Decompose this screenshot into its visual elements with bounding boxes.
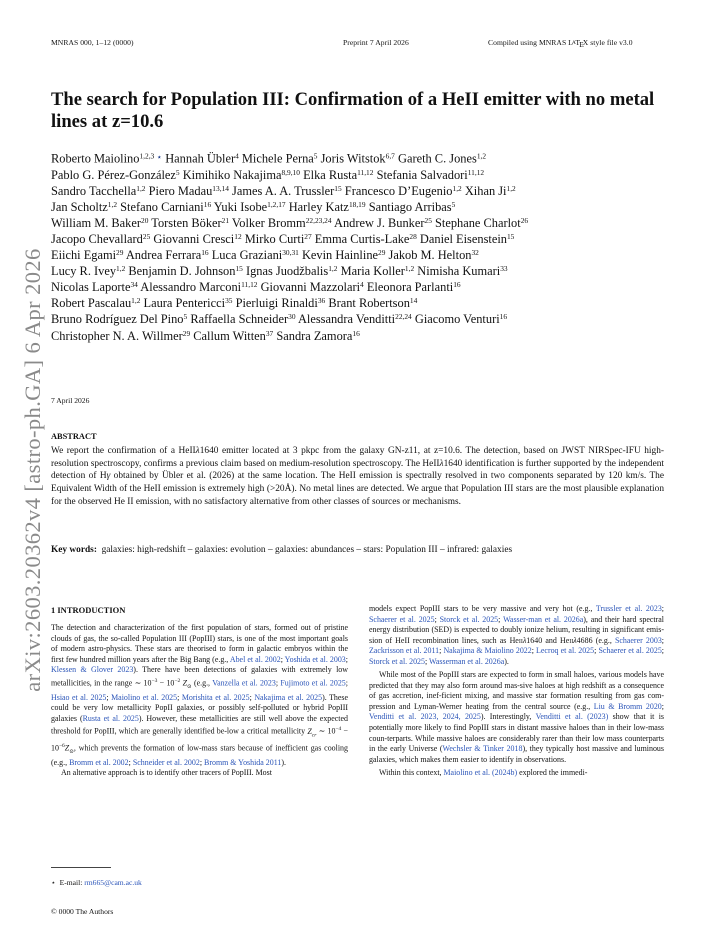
author-name: Alessandro Marconi	[140, 280, 242, 295]
author-line	[51, 199, 671, 215]
footnote-star: ⋆	[51, 878, 56, 887]
author-affiliation: 26	[520, 215, 529, 225]
citation-link[interactable]: Rusta et al. 2025	[82, 713, 139, 723]
author-name: Christopher N. A. Willmer	[51, 328, 183, 343]
footnote-rule	[51, 867, 111, 868]
author-affiliation: 1,2,3	[139, 151, 155, 161]
author-affiliation: 11,12	[241, 280, 258, 290]
corresponding-author-star-icon[interactable]: ⋆	[154, 152, 163, 162]
author-name: William M. Baker	[51, 215, 142, 230]
author-affiliation: 15	[334, 183, 342, 193]
author-name: Brant Robertson	[328, 296, 410, 311]
intro-paragraph-4: Within this context, Maiolino et al. (2024b) explored the immedi-	[379, 768, 588, 778]
author-name: Nimisha Kumari	[417, 264, 501, 279]
author-name: Sandro Tacchella	[51, 183, 137, 198]
author-name: Jakob M. Helton	[388, 248, 472, 263]
author-name: Sandra Zamora	[276, 328, 353, 343]
author-name: Pablo G. Pérez-González	[51, 167, 176, 182]
citation-link[interactable]: Maiolino et al. 2025	[111, 692, 178, 702]
author-affiliation: 36	[317, 296, 326, 306]
author-affiliation: 1,2	[136, 183, 146, 193]
citation-link[interactable]: Wasserman et al. 2026a	[429, 656, 505, 666]
author-affiliation: 30	[288, 312, 296, 322]
citation-link[interactable]: Abel et al. 2002	[229, 654, 281, 664]
intro-left-column	[51, 623, 348, 779]
author-line	[51, 311, 671, 327]
citation-link[interactable]: Venditti et al. (2023)	[535, 712, 609, 722]
author-name: Volker Bromm	[231, 215, 306, 230]
author-name: Nicolas Laporte	[51, 280, 131, 295]
author-line	[51, 279, 671, 295]
author-name: Jacopo Chevallard	[51, 231, 143, 246]
author-affiliation: 15	[235, 263, 243, 273]
author-name: Pierluigi Rinaldi	[235, 296, 318, 311]
author-name: Robert Pascalau	[51, 296, 132, 311]
author-affiliation: 1,2	[506, 183, 516, 193]
author-affiliation: 14	[409, 296, 418, 306]
author-name: Gareth C. Jones	[398, 151, 477, 166]
copyright-notice: © 0000 The Authors	[51, 907, 114, 916]
author-affiliation: 34	[130, 280, 138, 290]
author-line	[51, 328, 671, 344]
author-line	[51, 183, 671, 199]
author-affiliation: 13,14	[212, 183, 229, 193]
intro-paragraph-3: While most of the PopIII stars are expected to form in small haloes, various models have predicted that they may also form around mas-sive haloes at high redshift as a consequence of gas accretion, inef-ficient mixing, and massive star formation resulting from gas com-pression and Lyman-Werner heating from the central source (e.g., Liu & Bromm 2020; Venditti et al. 2023, 2024, 2025). Interestingly, Venditti et al. (2023) show that it is potentially more likely to find PopIII stars in distant massive haloes than in their low-mass coun-terparts. While massive haloes are considerably rarer than their low mass counterparts in the early Universe (Wechsler & Tinker 2018), they typically host massive and luminous galaxies, which makes them easier to identify in observations.	[369, 670, 664, 764]
citation-link[interactable]: Trussler et al. 2023	[595, 604, 662, 613]
journal-citation: MNRAS 000, 1–12 (0000)	[51, 38, 134, 47]
citation-link[interactable]: Nakajima et al. 2025	[254, 692, 323, 702]
citation-link[interactable]: Morishita et al. 2025	[181, 692, 250, 702]
author-name: Roberto Maiolino	[51, 151, 140, 166]
author-affiliation: 1,2	[452, 183, 462, 193]
citation-link[interactable]: Storck et al. 2025	[439, 614, 499, 624]
author-affiliation: 28	[409, 231, 417, 241]
citation-link[interactable]: Fujimoto et al. 2025	[280, 678, 346, 688]
author-affiliation: 15	[506, 231, 515, 241]
abstract-heading: ABSTRACT	[51, 432, 97, 441]
author-affiliation: 5	[183, 312, 188, 322]
citation-link[interactable]: Nakajima & Maiolino 2022	[443, 646, 532, 656]
author-name: James A. A. Trussler	[232, 183, 335, 198]
author-affiliation: 1,2	[131, 296, 141, 306]
footnote-email	[51, 878, 142, 887]
footnote-label: E-mail:	[59, 878, 83, 887]
citation-link[interactable]: Wechsler & Tinker 2018	[442, 744, 523, 754]
author-name: Emma Curtis-Lake	[314, 231, 410, 246]
author-affiliation: 22,24	[395, 312, 412, 322]
author-affiliation: 5	[175, 167, 180, 177]
keywords-text: galaxies: high-redshift – galaxies: evolution – galaxies: abundances – stars: Population III – infrared: galaxies	[101, 545, 513, 555]
running-header-journal	[51, 38, 134, 47]
author-affiliation: 16	[453, 280, 461, 290]
author-affiliation: 30,31	[282, 247, 299, 257]
submission-date: 7 April 2026	[51, 396, 90, 405]
author-name: Andrew J. Bunker	[334, 215, 425, 230]
running-header-style: Compiled using MNRAS LATEX style file v3.0	[488, 38, 633, 49]
author-affiliation: 32	[471, 247, 479, 257]
section-heading-introduction: 1 INTRODUCTION	[51, 605, 126, 615]
author-affiliation: 22,23,24	[305, 215, 332, 225]
author-affiliation: 1,2,17	[267, 199, 286, 209]
abstract-text: We report the confirmation of a HeIIλ1640 emitter located at 3 pkpc from the galaxy GN-z11, at z=10.6. The detection, based on JWST NIRSpec-IFU high-resolution spectroscopy, confirms a previous claim based on medium-resolution spectroscopy. The HeIIλ1640 identification is further supported by the independent detection of Hγ obtained by Übler et al. (2026) at the same location. The HeII emission is spectrally resolved in two components separated by 120 km/s. The Equivalent Width of the HeII emission is extremely high (>20Å). No metal lines are detected. We argue that Population III stars are the most plausible explanation for the observed He II emission, with no satisfactory alternative from other classes of sources or mechanisms.	[51, 446, 664, 507]
citation-link[interactable]: Maiolino et al. (2024b)	[443, 768, 518, 778]
author-name: Elka Rusta	[303, 167, 358, 182]
author-affiliation: 1,2	[328, 263, 338, 273]
arxiv-side-stamp: arXiv:2603.20362v4 [astro-ph.GA] 6 Apr 2026	[20, 248, 45, 692]
author-name: Michele Perna	[241, 151, 314, 166]
intro-right-column	[369, 604, 664, 779]
author-name: Piero Madau	[148, 183, 213, 198]
author-name: Stefania Salvadori	[376, 167, 468, 182]
citation-link[interactable]: Lecroq et al. 2025	[536, 646, 595, 656]
author-affiliation: 29	[378, 247, 386, 257]
citation-link[interactable]: Bromm et al. 2002	[69, 757, 129, 767]
author-affiliation: 1,2	[476, 151, 487, 161]
author-name: Raffaella Schneider	[190, 312, 289, 327]
author-affiliation: 35	[225, 296, 233, 306]
author-name: Mirko Curti	[244, 231, 305, 246]
author-affiliation: 5	[313, 151, 318, 161]
author-name: Jan Scholtz	[51, 199, 108, 214]
author-name: Eiichi Egami	[51, 248, 117, 263]
author-line	[51, 295, 671, 311]
author-affiliation: 29	[182, 328, 191, 338]
citation-link[interactable]: Hsiao et al. 2025	[51, 692, 107, 702]
citation-link[interactable]: Yoshida et al. 2003	[284, 654, 346, 664]
author-affiliation: 4	[360, 280, 364, 290]
author-name: Benjamin D. Johnson	[128, 264, 236, 279]
author-name: Luca Graziani	[211, 248, 283, 263]
author-name: Lucy R. Ivey	[51, 264, 117, 279]
author-affiliation: 18,19	[348, 199, 366, 209]
author-affiliation: 1,2	[404, 263, 415, 273]
author-name: Francesco D’Eugenio	[344, 183, 453, 198]
author-name: Yuki Isobe	[213, 199, 268, 214]
author-affiliation: 6,7	[385, 151, 395, 161]
author-name: Giovanni Mazzolari	[260, 280, 361, 295]
author-name: Andrea Ferrara	[125, 248, 202, 263]
author-name: Daniel Eisenstein	[419, 231, 507, 246]
author-name: Hannah Übler	[165, 151, 236, 166]
citation-link[interactable]: Zackrisson et al. 2011	[369, 646, 440, 656]
author-name: Xihan Ji	[464, 183, 507, 198]
author-affiliation: 16	[203, 199, 212, 209]
citation-link[interactable]: Bromm & Yoshida 2011	[204, 757, 282, 767]
keywords-label: Key words:	[51, 545, 97, 555]
author-line	[51, 247, 671, 263]
author-name: Giacomo Venturi	[414, 312, 500, 327]
author-line	[51, 231, 671, 247]
author-list	[51, 149, 671, 344]
author-name: Kimihiko Nakajima	[182, 167, 282, 182]
citation-link[interactable]: Venditti et al. 2023, 2024, 2025	[369, 712, 481, 722]
author-affiliation: 25	[142, 231, 151, 241]
citation-link[interactable]: Schaerer et al. 2025	[369, 614, 435, 624]
citation-link[interactable]: Schneider et al. 2002	[132, 757, 200, 767]
author-name: Harley Katz	[288, 199, 349, 214]
author-line	[51, 149, 671, 167]
author-name: Giovanni Cresci	[153, 231, 235, 246]
citation-link[interactable]: Klessen & Glover 2023	[51, 665, 134, 675]
author-line	[51, 167, 671, 183]
citation-link[interactable]: Wasser-man et al. 2026a	[503, 614, 584, 624]
author-name: Callum Witten	[193, 328, 266, 343]
author-name: Alessandra Venditti	[297, 312, 396, 327]
citation-link[interactable]: Schaerer et al. 2025	[598, 646, 662, 656]
author-name: Laura Pentericci	[143, 296, 226, 311]
author-affiliation: 5	[451, 199, 456, 209]
author-affiliation: 16	[499, 312, 508, 322]
author-name: Kevin Hainline	[301, 248, 379, 263]
citation-link[interactable]: Schaerer 2003	[614, 635, 662, 645]
author-name: Santiago Arribas	[368, 199, 452, 214]
citation-link[interactable]: Vanzella et al. 2023	[212, 678, 276, 688]
author-name: Bruno Rodríguez Del Pino	[51, 312, 184, 327]
author-affiliation: 4	[235, 151, 239, 161]
author-affiliation: 16	[201, 247, 209, 257]
author-affiliation: 33	[500, 263, 508, 273]
author-affiliation: 16	[352, 328, 360, 338]
author-name: Joris Witstok	[320, 151, 386, 166]
author-affiliation: 27	[304, 231, 312, 241]
author-affiliation: 25	[424, 215, 432, 225]
author-affiliation: 8,9,10	[281, 167, 300, 177]
author-affiliation: 37	[265, 328, 274, 338]
author-line	[51, 215, 671, 231]
author-name: Ignas Juodžbalis	[245, 264, 329, 279]
author-line	[51, 263, 671, 279]
author-name: Stefano Carniani	[120, 199, 204, 214]
author-affiliation: 11,12	[357, 167, 374, 177]
author-affiliation: 1,2	[107, 199, 118, 209]
author-affiliation: 11,12	[467, 167, 485, 177]
author-affiliation: 29	[116, 247, 124, 257]
citation-link[interactable]: Storck et al. 2025	[369, 656, 425, 666]
running-header-preprint: Preprint 7 April 2026	[343, 38, 409, 47]
intro-paragraph-2: An alternative approach is to identify other tracers of PopIII. Most	[61, 768, 272, 778]
author-name: Stephane Charlot	[435, 215, 521, 230]
intro-paragraph-1: The detection and characterization of the first population of stars, formed out of pristine clouds of gas, the so-called Population III (PopIII) stars, is one of the most important goals of modern astro-physics. These stars are theorised to form in galactic embryos within the first few hundred million years after the Big Bang (e.g., Abel et al. 2002; Yoshida et al. 2003; Klessen & Glover 2023). There have been detections of galaxies with extremely low metallicities, in the range ∼ $10^{-3} - 10^{-2}$ $Z_⊙$ (e.g., Vanzella et al. 2023; Fujimoto et al. 2025; Hsiao et al. 2025; Maiolino et al. 2025; Morishita et al. 2025; Nakajima et al. 2025). These could be very low metallicity PopII galaxies, or possibly self-polluted or hybrid PopIII galaxies (Rusta et al. 2025). However, these metallicities are still well above the expected threshold for PopIII, which are generally identified be-low a critical metallicity $Z_{cr}$ ∼ $10^{-4} - 10^{-6}Z_⊙$, which prevents the formation of low-mass stars because of inefficient gas cooling (e.g., Bromm et al. 2002; Schneider et al. 2002; Bromm & Yoshida 2011).	[51, 623, 349, 767]
author-affiliation: 20	[141, 215, 149, 225]
author-name: Torsten Böker	[151, 215, 222, 230]
author-name: Eleonora Parlanti	[366, 280, 454, 295]
author-affiliation: 12	[234, 231, 242, 241]
email-link[interactable]: rm665@cam.ac.uk	[84, 878, 142, 887]
author-affiliation: 1,2	[116, 263, 126, 273]
citation-link[interactable]: Liu & Bromm 2020	[593, 701, 662, 711]
author-name: Maria Koller	[340, 264, 405, 279]
paper-title: The search for Population III: Confirmation of a HeII emitter with no metal lines at z=10.6	[51, 89, 655, 132]
intro-paragraph-2-cont: models expect PopIII stars to be very massive and very hot (e.g., Trussler et al. 2023; Schaerer et al. 2025; Storck et al. 2025; Wasser-man et al. 2026a), and their hard spectral energy distribution (SED) is expected to doubly ionize helium, resulting in significant emis-sion of HeII recombination lines, such as Heiiλ1640 and Heiiλ4686 (e.g., Schaerer 2003; Zackrisson et al. 2011; Nakajima & Maiolino 2022; Lecroq et al. 2025; Schaerer et al. 2025; Storck et al. 2025; Wasserman et al. 2026a).	[369, 604, 665, 666]
author-affiliation: 21	[221, 215, 230, 225]
keywords	[51, 544, 664, 557]
